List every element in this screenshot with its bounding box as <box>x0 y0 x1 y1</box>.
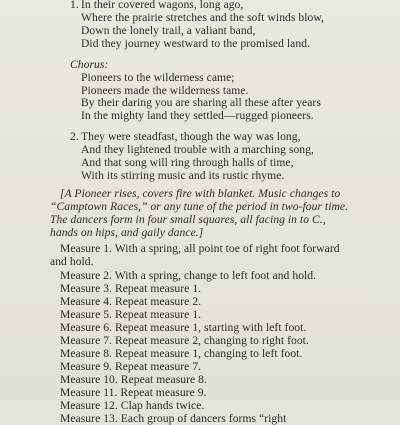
verse-1-line: In their covered wagons, long ago, <box>81 0 244 11</box>
measure-line: Measure 12. Clap hands twice. <box>60 399 205 412</box>
verse-2-line: With its stirring music and its rustic rhyme. <box>81 169 285 182</box>
chorus-line: Pioneers made the wilderness tame. <box>81 84 249 97</box>
measure-line-cut-off: Measure 13. Each group of dancers forms “right <box>60 412 287 425</box>
stage-direction-line: hands on hips, and gaily dance.] <box>50 226 204 239</box>
measure-line: Measure 6. Repeat measure 1, starting with left foot. <box>60 321 307 334</box>
stage-direction-line: “Camptown Races,” or any tune of the period in two-four time. <box>50 200 349 213</box>
measure-line: Measure 4. Repeat measure 2. <box>60 295 202 308</box>
verse-2-line: And that song will ring through halls of time, <box>81 156 294 169</box>
stage-direction-line: The dancers form in four small squares, all facing in to C., <box>50 213 326 226</box>
measure-1-line: Measure 1. With a spring, all point toe of right foot forward <box>60 242 340 255</box>
verse-1-line: Where the prairie stretches and the soft winds blow, <box>81 11 324 24</box>
chorus-line: By their daring you are sharing all these after years <box>81 96 321 109</box>
verse-2-line: They were steadfast, though the way was long, <box>81 130 301 143</box>
measure-1-continuation: and hold. <box>50 255 94 268</box>
measure-line: Measure 3. Repeat measure 1. <box>60 282 202 295</box>
verse-1-number: 1. <box>70 0 79 11</box>
stage-direction-line: [A Pioneer rises, covers fire with blanket. Music changes to <box>60 187 341 200</box>
verse-1-line: Did they journey westward to the promised land. <box>81 37 311 50</box>
measure-line: Measure 2. With a spring, change to left foot and hold. <box>60 269 317 282</box>
chorus-line: Pioneers to the wilderness came; <box>81 71 235 84</box>
verse-2-line: And they lightened trouble with a marching song, <box>81 143 314 156</box>
verse-1-line: Down the lonely trail, a valiant band, <box>81 24 256 37</box>
verse-2-number: 2. <box>70 130 79 143</box>
chorus-heading: Chorus: <box>70 58 109 71</box>
measure-line: Measure 11. Repeat measure 9. <box>60 386 207 399</box>
measure-line: Measure 10. Repeat measure 8. <box>60 373 207 386</box>
measure-line: Measure 5. Repeat measure 1. <box>60 308 202 321</box>
measure-line: Measure 7. Repeat measure 2, changing to right foot. <box>60 334 309 347</box>
chorus-line: In the mighty land they settled—rugged pioneers. <box>81 109 314 122</box>
measure-line: Measure 9. Repeat measure 7. <box>60 360 202 373</box>
measure-line: Measure 8. Repeat measure 1, changing to left foot. <box>60 347 303 360</box>
